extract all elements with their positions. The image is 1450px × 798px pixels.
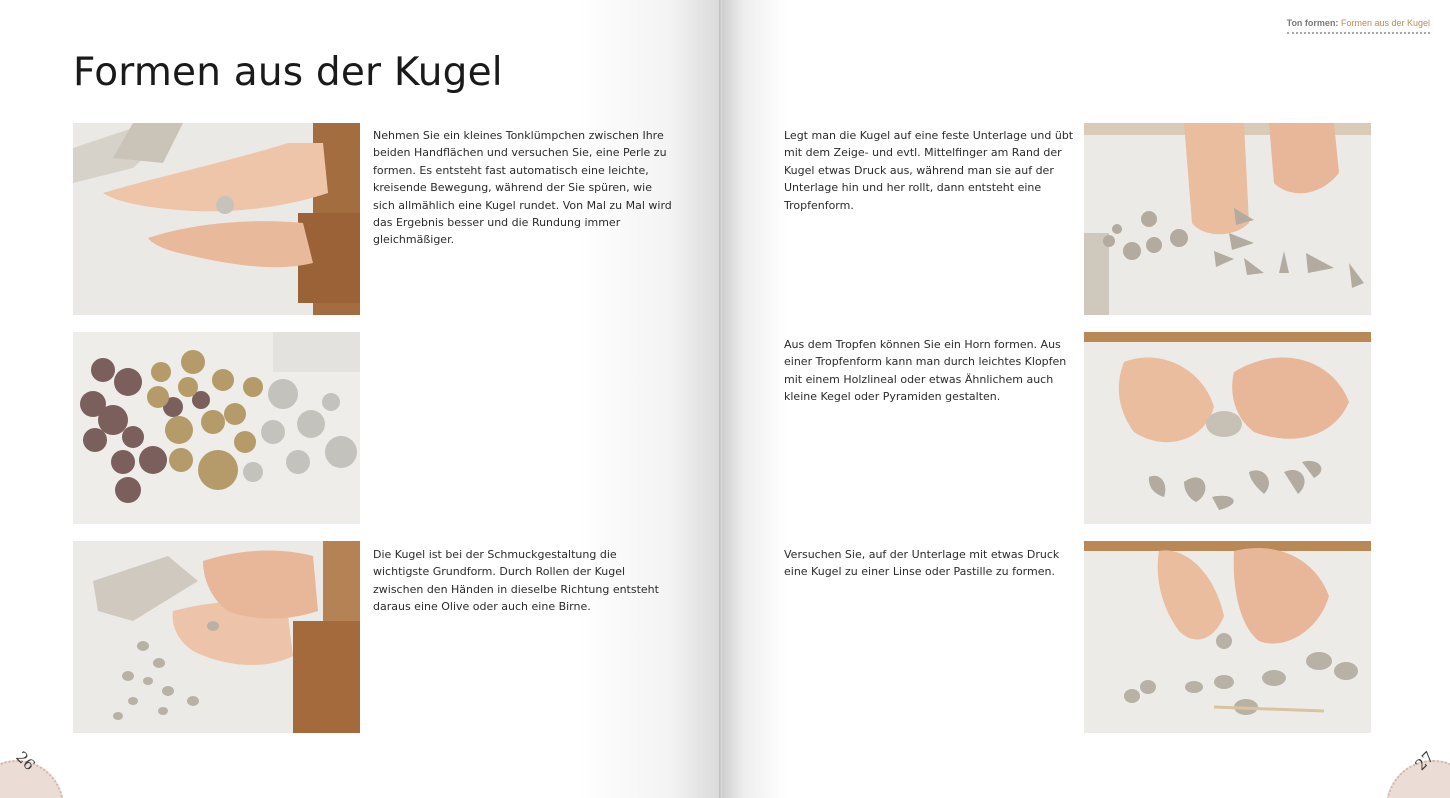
photo-rolling-ball-illustration [73, 123, 360, 315]
paragraph-kugel-grundform: Die Kugel ist bei der Schmuckgestaltung die wichtigste Grundform. Durch Rollen der Kugel zwischen den Händen in dieselbe Richtung entsteht daraus eine Olive oder auch eine Birne. [373, 548, 659, 614]
page-number-left: 26 [12, 747, 39, 775]
photo-drop-shapes-illustration [1084, 123, 1371, 315]
photo-drop-shapes [1084, 123, 1371, 315]
paragraph-linse-pastille: Versuchen Sie, auf der Unterlage mit etwas Druck eine Kugel zu einer Linse oder Pastille zu formen. [784, 548, 1060, 579]
photo-rolling-ball-between-palms [73, 123, 360, 315]
running-head [1287, 18, 1430, 34]
page-title: Formen aus der Kugel [73, 50, 503, 95]
left-page [0, 0, 722, 798]
running-head-section: Ton formen: [1286, 18, 1339, 28]
photo-horn-shapes-illustration [1084, 332, 1371, 524]
paragraph-kugel-formen: Nehmen Sie ein kleines Tonklümpchen zwischen Ihre beiden Handflächen und versuchen Sie, eine Perle zu formen. Es entsteht fast automatisch eine leichte, kreisende Bewegung, während der Sie spüren, wie sich allmählich eine Kugel rundet. Von Mal zu Mal wird das Ergebnis besser und die Rundung immer gleichmäßiger. [373, 129, 672, 247]
photo-clay-balls-illustration [73, 332, 360, 524]
running-head-title: Formen aus der Kugel [1340, 18, 1430, 28]
paragraph-horn-formen: Aus dem Tropfen können Sie ein Horn formen. Aus einer Tropfenform kann man durch leichtes Klopfen mit einem Holzlineal oder etwas Ähnlichem auch kleine Kegel oder Pyramiden gestalten. [784, 338, 1067, 404]
page-number-right: 27 [1411, 747, 1438, 775]
photo-olive-shapes-illustration [73, 541, 360, 733]
photo-clay-balls-assortment [73, 332, 360, 524]
photo-rolling-olive-shapes [73, 541, 360, 733]
photo-lens-shapes [1084, 541, 1371, 733]
paragraph-tropfenform: Legt man die Kugel auf eine feste Unterlage und übt mit dem Zeige- und evtl. Mittelfinger am Rand der Kugel etwas Druck aus, während man sie auf der Unterlage hin und her rollt, dann entsteht eine Tropfenform. [784, 129, 1074, 212]
photo-lens-shapes-illustration [1084, 541, 1371, 733]
photo-horn-shapes [1084, 332, 1371, 524]
right-page [722, 0, 1450, 798]
